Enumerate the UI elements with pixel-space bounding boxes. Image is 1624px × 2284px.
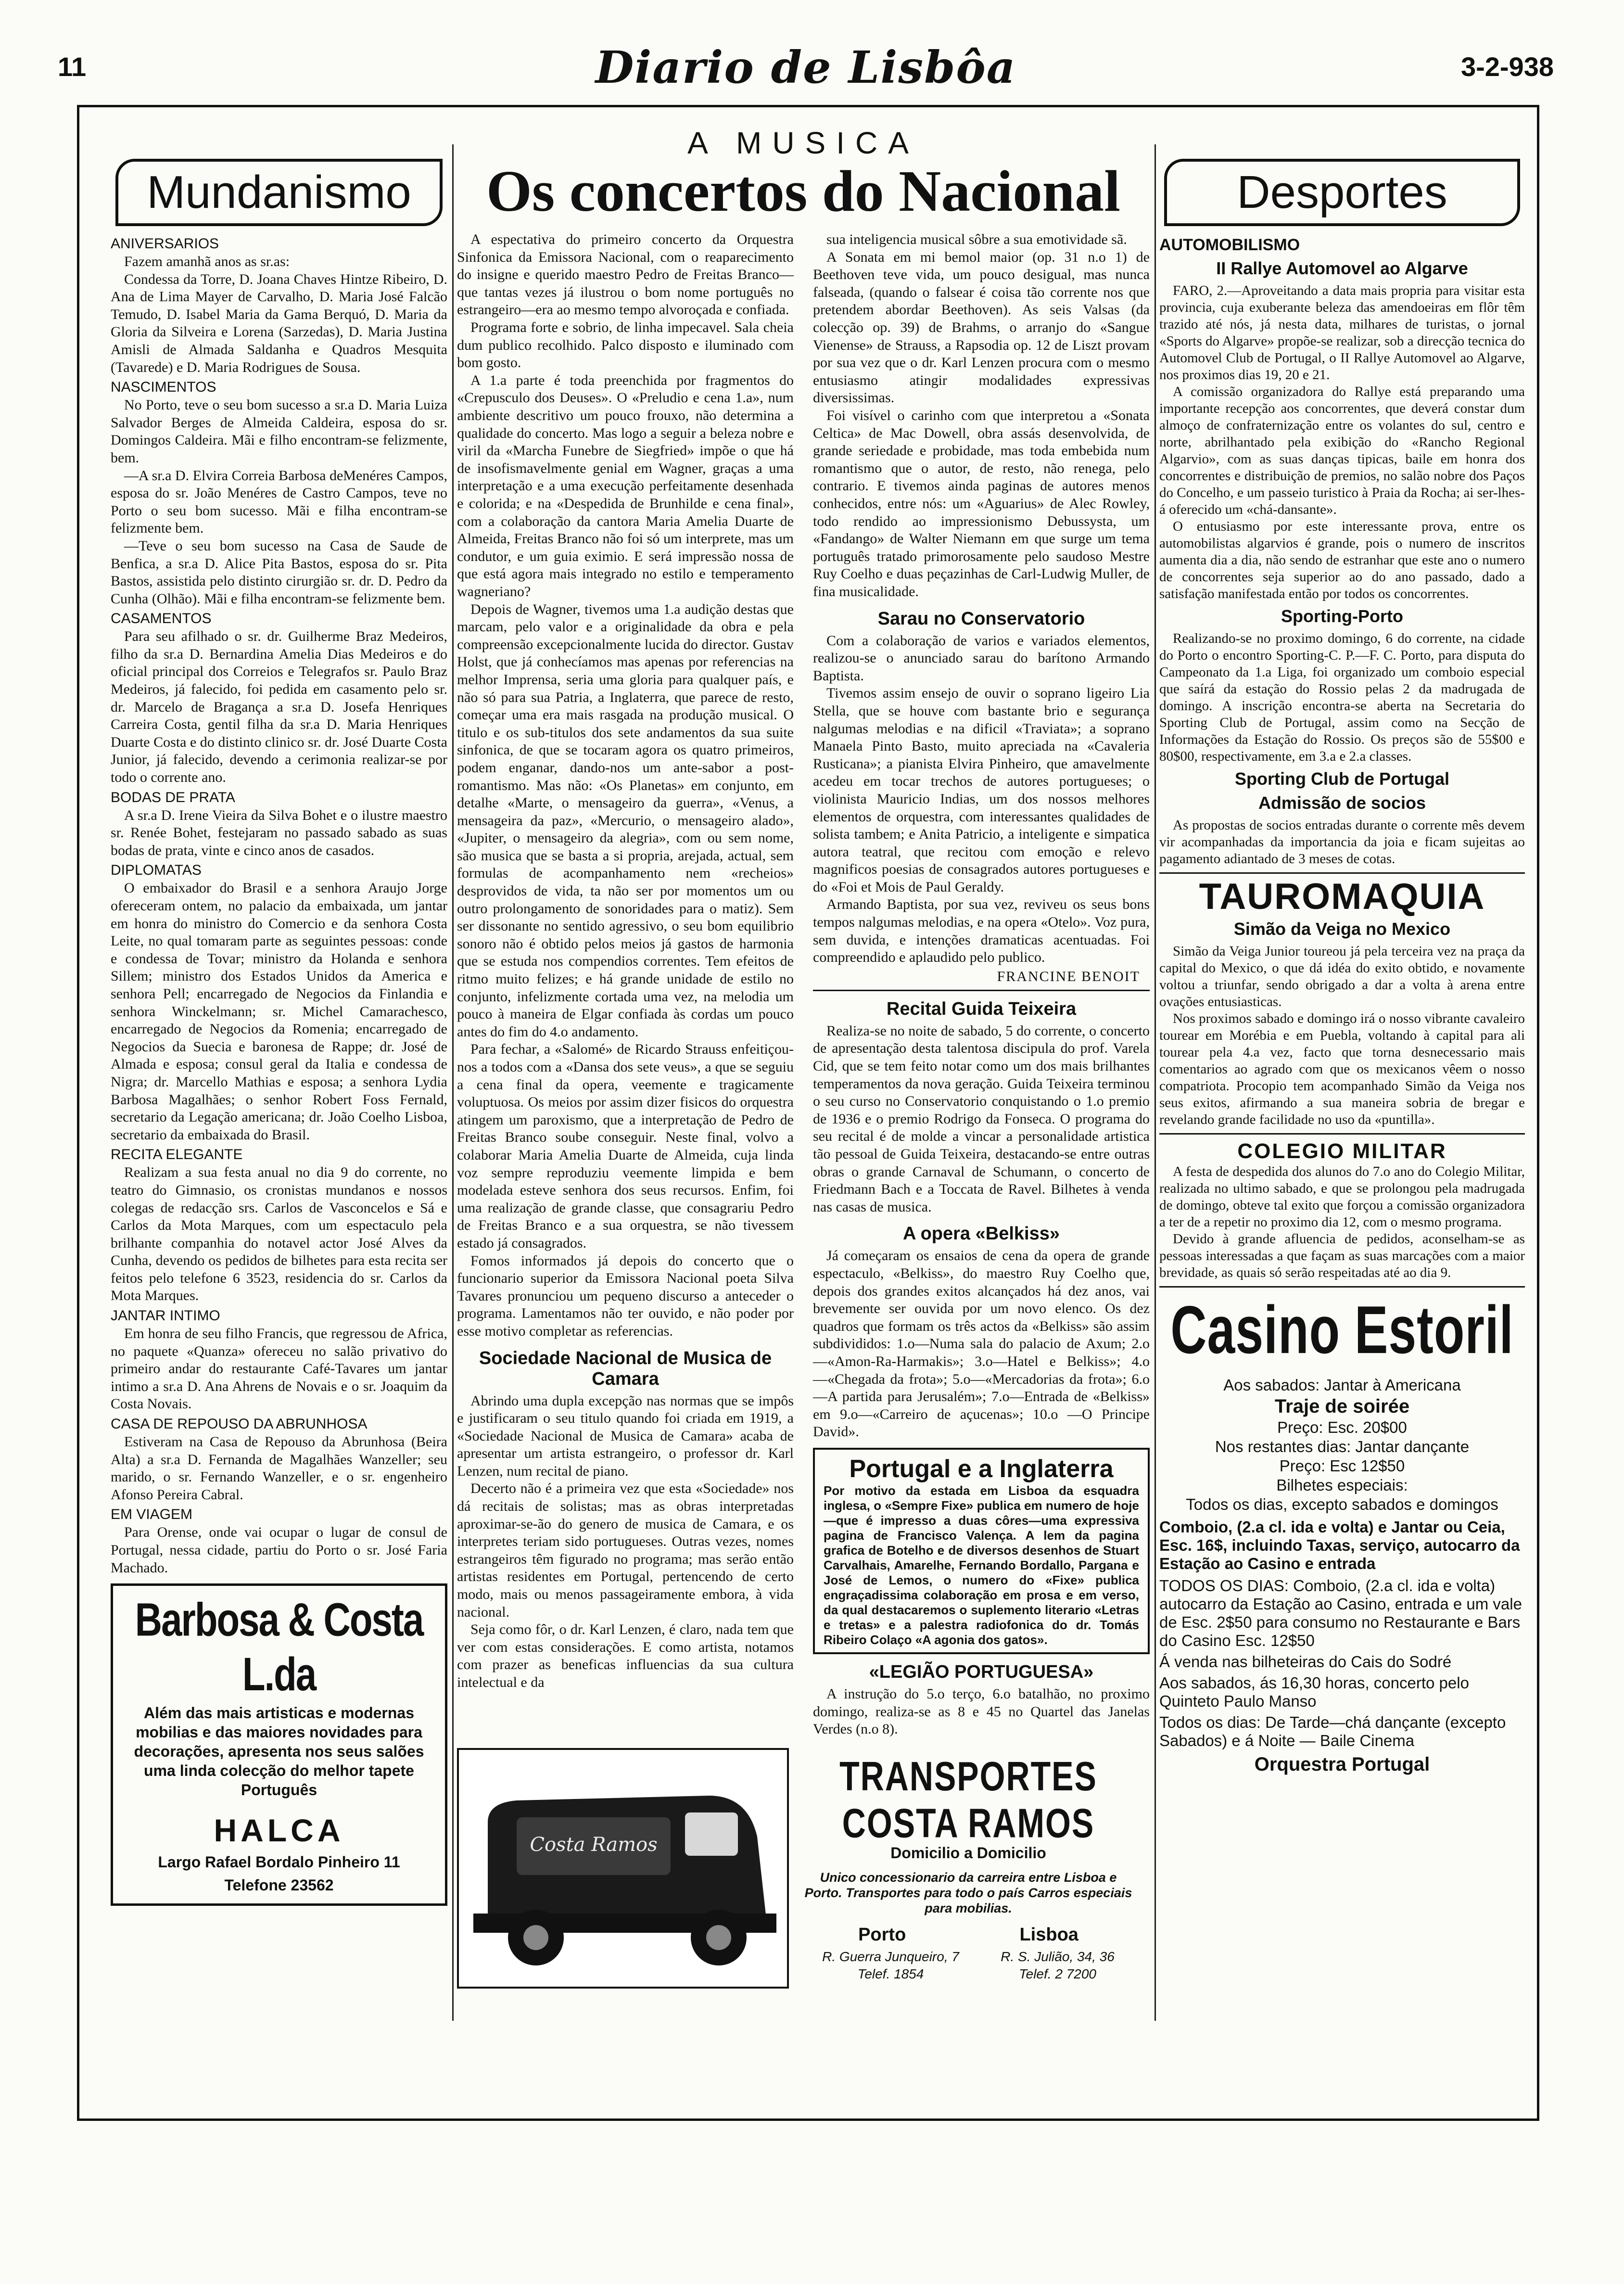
- city-porto: Porto: [858, 1924, 906, 1945]
- truck-illustration: [457, 1748, 789, 1989]
- paragraph: FARO, 2.—Aproveitando a data mais propria para visitar esta provincia, cuja exuberante beleza das amendoeiras em flôr têm trazido até nós, já nesta data, milhares de turistas, o jornal «Sports do Algarve» propõe-se realizar, sob a direcção tecnica do Automovel Club de Portugal, o II Rallye Automovel ao Algarve, nos proximos dias 19, 20 e 21.: [1159, 283, 1525, 383]
- paragraph: Decerto não é a primeira vez que esta «Sociedade» nos dá recitais de solistas; mas as obras interpretadas aproximar-se-ão do genero de musica de Camara, e os interpretes teriam sido portugueses. Outras vezes, nomes estrangeiros têm figurado no programa; mas serão então artistas residentes em Portugal, pertencendo de certo modo, mais ou menos passageiramente embora, à vida nacional.: [457, 1480, 794, 1620]
- paragraph: Para fechar, a «Salomé» de Ricardo Strauss enfeitiçou-nos a todos com a «Dansa dos sete veus», a que se seguiu a cena final da opera, veemente e tragicamente voluptuosa. Os meios por assim dizer fisicos do orquestra atingem um paroxismo, que a interpretação de Pedro de Freitas Branco soube conseguir. Neste final, volvo a colaborar Maria Amelia Duarte de Almeida, cuja linda voz sempre reproduziu veemente limpida e bem modelada esteve senhora dos seus recursos. Enfim, foi uma realização de grande classe, que consagrariu Pedro de Freitas Branco e a sua orquestra, se não tivessem estado já consagrados.: [457, 1041, 794, 1251]
- paragraph: A comissão organizadora do Rallye está preparando uma importante recepção aos concorrentes, que deverá constar dum almoço de confraternização entre os volantes do sul, centro e norte, abrilhantado pela exibição do «Rancho Regional Algarvio», com as suas danças tipicas, baile em honra dos concorrentes e distribuição de premios, no salão nobre dos Paços do Concelho, e um passeio turistico à Praia da Rocha; ai ser-lhes-á oferecido um «chá-dansante».: [1159, 384, 1525, 517]
- news-heading: EM VIAGEM: [111, 1506, 193, 1523]
- tauromaquia-heading: TAUROMAQUIA: [1199, 876, 1485, 917]
- masthead: [58, 41, 1554, 99]
- paragraph: A sr.a D. Irene Vieira da Silva Bohet e o ilustre maestro sr. Renée Bohet, festejaram no passado sabado as suas bodas de prata, vinte e cinco anos de casados.: [111, 807, 447, 858]
- phone-porto: Telef. 1854: [857, 1966, 924, 1981]
- subheadline: Recital Guida Teixeira: [886, 998, 1077, 1019]
- sport-subheading: II Rallye Automovel ao Algarve: [1216, 258, 1468, 278]
- barbosa-costa-ad: [111, 1583, 447, 1906]
- address-lisboa: R. S. Julião, 34, 36: [1001, 1949, 1115, 1964]
- paragraph: A 1.a parte é toda preenchida por fragmentos do «Crepusculo dos Deuses». O «Preludio e cena 1.a», num ambiente descritivo um pouco frouxo, não determina a qualidade do concerto. Mas logo a seguir a beleza nobre e viril da «Marcha Funebre de Siegfried» impõe o que há de insofismavelmente genial em Wagner, graças a uma interpretação e a uma execução perfeitamente desenhada e colorida; e na «Despedida de Brunhilde e cena final», com a colaboração da cantora Maria Amelia Duarte de Almeida, Freitas Branco não foi só um interprete, mas um condutor, e um guia eximio. E será impressão nossa de que está agora mais integrado no estilo e temperamento wagneriano?: [457, 372, 794, 600]
- sport-heading: AUTOMOBILISMO: [1159, 236, 1300, 254]
- ad-line: Preço: Esc 12$50: [1279, 1457, 1405, 1475]
- ad-address: Largo Rafael Bordalo Pinheiro 11: [158, 1853, 400, 1871]
- paragraph: Foi visível o carinho com que interpretou a «Sonata Celtica» de Mac Dowell, obra assás desenvolvida, de grande seriedade e probidade, mas toda embebida num romantismo que o autor, de resto, não renega, pelo contrario. E tivemos ainda paginas de autores menos conhecidos, entre nós: um «Aguarius» de Alec Rowley, todo rendido ao impressionismo Debussysta, um «Fandango» de Walter Niemann em que surge um tema português tratado primorosamente pelo saudoso Mestre Ruy Coelho e duas peçazinhas de Carl-Ludwig Muller, de fina musicalidade.: [813, 408, 1150, 600]
- ad-phone: Telefone 23562: [224, 1876, 334, 1894]
- news-heading: DIPLOMATAS: [111, 862, 202, 879]
- society-news: [111, 236, 447, 1577]
- ad-headline: Portugal e a Inglaterra: [849, 1455, 1114, 1483]
- paragraph: —Teve o seu bom sucesso na Casa de Saude de Benfica, a sr.a D. Alice Pita Bastos, esposa do sr. Pita Bastos, assistida pelo distinto cirurgião sr. dr. D. Pedro da Cunha (Olhão). Mãi e filha encontram-se felizmente bem.: [111, 537, 447, 607]
- ad-brand: HALCA: [214, 1812, 344, 1849]
- ad-body: Além das mais artisticas e modernas mobilias e das maiores novidades para decorações, apresenta nos seus salões uma linda colecção do melhor tapete Português: [134, 1704, 424, 1799]
- paragraph: Depois de Wagner, tivemos uma 1.a audição destas que marcam, pelo valor e a originalidade da obra e pela compreensão excepcionalmente lucida do director. Gustav Holst, que já conhecíamos mas apenas por referencias na melhor Imprensa, seria uma gloria para qualquer país, e não só para sua Patria, a Inglaterra, que parece de resto, começar uma era mais rasgada na produção musical. O titulo e os sub-titulos dos sete andamentos da sua suite sinfonica, de que se tocaram agora os quatro primeiros, podem enganar, dando-nos um ante-sabor a post-romantismo. Mas não: «Os Planetas» em conjunto, em detalhe «Marte, o mensageiro da guerra», «Venus, a mensageira da paz», «Mercurio, o mensageiro alado», «Jupiter, o mensageiro da alegria», com ou sem nome, são musica que se basta a si propria, arejada, actual, sem formulas de acompanhamento nem «recheios» desprovidos de vida, ta não ser por momentos um ou outro prolongamento de sonoridades para o matiz). Sem ser dissonante no sentido agressivo, o seu bom equilibrio sonoro não é obtido pelos meios já gastos de harmonia que se estuda nos compendios correntes. Tem efeitos de ritmo muito felizes; e há grande unidade de estilo no conjunto, infelizmente cortada uma vez, na melodia um pouco à maneira de Elgar confiada às cordas um pouco antes do fim do 4.o andamento.: [457, 601, 794, 1040]
- ad-line: Todos os dias: De Tarde—chá dançante (excepto Sabados) e á Noite — Baile Cinema: [1159, 1713, 1506, 1749]
- paragraph: Abrindo uma dupla excepção nas normas que se impôs e justificaram o seu titulo quando foi criada em 1919, a «Sociedade Nacional de Musica de Camara» acaba de apresentar um artista estrangeiro, o professor dr. Karl Lenzen, num recital de piano.: [457, 1392, 794, 1479]
- ad-company-name: Barbosa & Costa L.da: [135, 1593, 423, 1701]
- sport-subheading: Admissão de socios: [1258, 793, 1426, 813]
- ad-tagline: Domicilio a Domicilio: [890, 1844, 1046, 1862]
- news-heading: NASCIMENTOS: [111, 379, 216, 396]
- portugal-inglaterra-ad: [813, 1448, 1150, 1654]
- news-heading: JANTAR INTIMO: [111, 1308, 220, 1324]
- paragraph: Realiza-se no noite de sabado, 5 do corrente, o concerto de apresentação desta talentosa discipula do prof. Varela Cid, que se tem feito notar como um dos mais brilhantes temperamentos da nova geração. Guida Teixeira terminou o seu curso no Conservatorio conquistando o 1.o premio de 1936 e o premio Rodrigo da Fonseca. O programa do seu recital é de molde a vincar a personalidade artistica tão pessoal de Guida Teixeira, destacando-se entre outras obras o grande Carnaval de Schumann, o concerto de Friedmann Bach e a Toccata de Ravel. Bilhetes à venda nas casas de musica.: [813, 1022, 1150, 1215]
- sport-subheading: Sporting-Porto: [1281, 606, 1403, 626]
- truck-icon: [459, 1750, 787, 1987]
- city-lisboa: Lisboa: [1019, 1924, 1078, 1945]
- paragraph: —A sr.a D. Elvira Correia Barbosa deMenéres Campos, esposa do sr. João Menéres de Castro Campos, teve no Porto o seu bom sucesso. Mãi e filha encontram-se felizmente bem.: [111, 467, 447, 536]
- paragraph: O embaixador do Brasil e a senhora Araujo Jorge ofereceram ontem, no palacio da embaixada, um jantar em honra do ministro do Comercio e da senhora Costa Leite, no qual tomaram parte as seguintes pessoas: conde e condessa de Tovar; ministro da Holanda e senhora Sillem; ministro dos Estados Unidos da America e senhora Pell; encarregado de Negocios da Finlandia e senhora Winckelmann; sr. Michel Camarachesco, encarregado de Negocios da Romenia; encarregado de Negocios da Suecia e baronesa de Rappe; dr. José de Almada e esposa; consul geral da Italia e condessa de Nigra; dr. Marcello Mathias e esposa; a senhora Lydia Barbosa Magalhães; o senhor Robert Foss Fernald, secretario da Legação americana; dr. João Coelho Lisboa, secretario da embaixada do Brasil.: [111, 880, 447, 1143]
- divider: [1159, 1133, 1525, 1135]
- paragraph: Condessa da Torre, D. Joana Chaves Hintze Ribeiro, D. Ana de Lima Mayer de Carvalho, D. Maria José Falcão Temudo, D. Isabel Maria da Gama Berquó, D. Maria da Gloria da Silveira e Lorena (Sarzedas), D. Maria Justina Amisli de Almada Saldanha e Quadros Mesquita (Tavarede) e D. Maria Rodrigues de Sousa.: [111, 271, 447, 375]
- page-number: 11: [58, 51, 87, 82]
- ad-line: Á venda nas bilheteiras do Cais do Sodré: [1159, 1653, 1452, 1671]
- paragraph: No Porto, teve o seu bom sucesso a sr.a D. Maria Luiza Salvador Berges de Almeida Caldeira, esposa do sr. Domingos Caldeira. Mãi e filho encontram-se felizmente, bem.: [111, 397, 447, 466]
- ad-line: Nos restantes dias: Jantar dançante: [1215, 1438, 1470, 1455]
- paragraph: Devido à grande afluencia de pedidos, aconselham-se as pessoas interessadas a que façam as suas marcações com a maior brevidade, as quais só serão respeitadas até ao dia 9.: [1159, 1231, 1525, 1280]
- desportes-column: [1159, 115, 1525, 2112]
- paragraph: A festa de despedida dos alunos do 7.o ano do Colegio Militar, realizada no ultimo sabado, e que se prolongou pela madrugada de domingo, obteve tal exito que forçou a comissão organizadora a ter de a repetir no proximo dia 12, com o mesmo programa.: [1159, 1164, 1525, 1230]
- ad-company-name: Casino Estoril: [1170, 1292, 1514, 1368]
- section-title: Desportes: [1164, 159, 1520, 226]
- paragraph: Programa forte e sobrio, de linha impecavel. Sala cheia dum publico recolhido. Palco disposto e iluminado com bom gosto.: [457, 319, 794, 371]
- issue-date: 3-2-938: [1460, 51, 1554, 82]
- paragraph: Tivemos assim ensejo de ouvir o soprano ligeiro Lia Stella, que se houve com bastante brio e segurança nalgumas melodias e na dificil «Traviata»; a soprano Manaela Pinto Basto, muito apreciada na «Cavaleria Rusticana»; a pianista Elvira Pinheiro, que amavelmente acedeu em tocar trechos de autores portugueses; o violinista Mauricio Indias, um dos nossos melhores elementos de orquestra, com interessantes qualidades de solista tambem; e Anita Patricio, a inteligente e simpatica autora teatral, que recitou com emoção e relevo magnificos poesias de consagrados autores portugueses e do «Foi et Mois de Paul Geraldy.: [813, 685, 1150, 895]
- paragraph: Simão da Veiga Junior toureou já pela terceira vez na praça da capital do Mexico, o que dá idéa do exito obtido, e novamente voltou a triunfar, sendo obrigado a dar a volta à arena entre ovações entusiasticas.: [1159, 944, 1525, 1009]
- mundanismo-column: [111, 115, 447, 1982]
- paragraph: Armando Baptista, por sua vez, reviveu os seus bons tempos nalgumas melodias, e na opera «Otelo». Voz pura, sem duvida, e intenções dramaticas acentuadas. Foi compreendido e aplaudido pelo publico.: [813, 896, 1150, 966]
- paragraph: Realizam a sua festa anual no dia 9 do corrente, no teatro do Gimnasio, os cronistas mundanos e nossos colegas de redacção srs. Carlos de Vasconcelos e Sá e Carlos da Mota Marques, com um espectaculo pela brilhante companhia do notavel actor José Alves da Cunha, devendo os pedidos de bilhetes para esta recita ser feitos pelo telefone 6 3523, residencia do sr. Carlos da Mota Marques.: [111, 1164, 447, 1304]
- paragraph: sua inteligencia musical sôbre a sua emotividade sã.: [826, 231, 1127, 248]
- paragraph: Fomos informados já depois do concerto que o funcionario superior da Emissora Nacional poeta Silva Tavares pronunciou um pequeno discurso a anteceder o programa. Lamentamos não ter ouvido, e não poder por esse motivo completar as referencias.: [457, 1252, 794, 1339]
- column-rule: [452, 144, 454, 2021]
- music-column: [457, 115, 1150, 2112]
- ad-line: Comboio, (2.a cl. ida e volta) e Jantar ou Ceia, Esc. 16$, incluindo Taxas, serviço, autocarro da Estação ao Casino e entrada: [1159, 1518, 1520, 1572]
- subheadline: «LEGIÃO PORTUGUESA»: [869, 1661, 1094, 1682]
- paper-name: Diario de Lisbôa: [595, 41, 1016, 93]
- news-heading: CASAMENTOS: [111, 611, 212, 627]
- paragraph: Fazem amanhã anos as sr.as:: [124, 254, 290, 269]
- paragraph: Em honra de seu filho Francis, que regressou de Africa, no paquete «Quanza» ofereceu no salão privativo do primeiro andar do restaurante Café-Tavares um jantar intimo a sr.a D. Ana Ahrens de Novais e o sr. Joaquim da Costa Novais.: [111, 1326, 447, 1412]
- news-heading: RECITA ELEGANTE: [111, 1147, 243, 1163]
- paragraph: A instrução do 5.o terço, 6.o batalhão, no proximo domingo, realiza-se as 8 e 45 no Quartel das Janelas Verdes (n.o 8).: [813, 1685, 1150, 1737]
- phone-lisboa: Telef. 2 7200: [1019, 1966, 1096, 1981]
- news-heading: ANIVERSARIOS: [111, 236, 219, 252]
- transportes-costa-ramos-ad: [457, 1748, 1150, 1989]
- news-heading: BODAS DE PRATA: [111, 789, 235, 805]
- ad-line: Todos os dias, excepto sabados e domingos: [1186, 1495, 1498, 1513]
- news-heading: CASA DE REPOUSO DA ABRUNHOSA: [111, 1416, 368, 1432]
- byline: FRANCINE BENOIT: [997, 968, 1140, 984]
- paragraph: A Sonata em mi bemol maior (op. 31 n.o 1) de Beethoven teve vida, um pouco desigual, mas nunca falseada, (quando o falsear é coisa tão corrente nos que pretendem abordar Beethoven). As seis Valsas (da colecção op. 39) de Brahms, o arranjo do «Sangue Vienense» de Strauss, a Rapsodia op. 12 de Liszt provam por sua vez que o dr. Karl Lenzen procura com o mesmo entusiasmo atingir modalidades expressivas diversissimas.: [813, 249, 1150, 406]
- paragraph: Para Orense, onde vai ocupar o lugar de consul de Portugal, nessa cidade, partiu do Porto o sr. José Faria Machado.: [111, 1524, 447, 1576]
- ad-body: Por motivo da estada em Lisboa da esquadra inglesa, o «Sempre Fixe» publica em numero de hoje—que é impresso a duas côres—uma expressiva pagina de Francisco Valença. A lem da pagina grafica de Botelho e de diversos desenhos de Stuart Carvalhais, Amarelhe, Fernando Bordallo, Pargana e José de Lemos, o numero do «Fixe» publica engraçadissima colaboração em prosa e em verso, da qual destacaremos o suplemento literario «Letras e tretas» e a palestra radiofonica do dr. Tomás Ribeiro Colaço «A agonia dos gatos».: [824, 1483, 1139, 1647]
- ad-company-name: TRANSPORTES COSTA RAMOS: [839, 1753, 1097, 1846]
- paragraph: Realizando-se no proximo domingo, 6 do corrente, na cidade do Porto o encontro Sporting-C. P.—F. C. Porto, para disputa do Campeonato da 1.a Liga, foi organizado um comboio especial que saírá da estação do Rossio pelas 2 da madrugada de domingo. A inscrição encontra-se aberta na Secretaria do Sporting Club de Portugal, assim como na Secção de Informações da Estação do Rossio. Os preços são de 55$00 e 80$00, respectivamente, em 3.a e 2.a classes.: [1159, 631, 1525, 764]
- ad-line: Aos sabados, ás 16,30 horas, concerto pelo Quinteto Paulo Manso: [1159, 1674, 1469, 1710]
- ad-line: Traje de soirée: [1274, 1396, 1410, 1417]
- paragraph: Para seu afilhado o sr. dr. Guilherme Braz Medeiros, filho da sr.a D. Bernardina Amelia Dias Medeiros e do oficial principal dos Correios e Telegrafos sr. Paulo Braz Medeiros, já falecido, foi pedida em casamento pelo sr. dr. Marcelo de Bragança a sr.a D. Josefa Henriques Carreira Costa, gentil filha da sr.a D. Maria Henriques Duarte Costa e do distinto clinico sr. dr. José Duarte Costa Junior, já falecido, devendo a cerimonia realizar-se por todo o corrente ano.: [111, 628, 447, 786]
- colegio-heading: COLEGIO MILITAR: [1237, 1139, 1447, 1163]
- article-headline: Os concertos do Nacional: [486, 159, 1121, 224]
- paragraph: A espectativa do primeiro concerto da Orquestra Sinfonica da Emissora Nacional, com o reaparecimento do insigne e querido maestro Pedro de Freitas Branco—que tantas vezes já ilustrou o bom nome português no estrangeiro—era ao mesmo tempo alvoroçada e confiada.: [457, 231, 794, 318]
- ad-line: Orquestra Portugal: [1254, 1754, 1430, 1775]
- ad-line: Bilhetes especiais:: [1276, 1476, 1408, 1494]
- divider: [1159, 872, 1525, 874]
- paragraph: Com a colaboração de varios e variados elementos, realizou-se o anunciado sarau do barítono Armando Baptista.: [813, 632, 1150, 684]
- music-subcolumn-2: [813, 231, 1150, 1738]
- paragraph: As propostas de socios entradas durante o corrente mês devem vir acompanhadas da importancia da joia e ficam sujeitas ao pagamento adiantado de 3 meses de cotas.: [1159, 817, 1525, 867]
- ad-line: TODOS OS DIAS: Comboio, (2.a cl. ida e volta) autocarro da Estação ao Casino, entrada e um vale de Esc. 2$50 para consumo no Restaurante e Bars do Casino Esc. 12$50: [1159, 1577, 1522, 1649]
- ad-line: Aos sabados: Jantar à Americana: [1223, 1376, 1461, 1394]
- paragraph: Nos proximos sabado e domingo irá o nosso vibrante cavaleiro tourear em Morébia e em Puebla, voltando à capital para ali tourear pela 4.a vez, facto que torna desnecessario mais comentarios ao agrado com que os mexicanos vêem o nosso compatriota. Procopio tem acompanhado Simão da Veiga nos seus exitos, afirmando a sua maneira sobria de bregar e revelando grande facilidade no uso da «puntilla».: [1159, 1011, 1525, 1127]
- subheadline: A opera «Belkiss»: [903, 1224, 1060, 1244]
- truck-label: Costa Ramos: [530, 1833, 658, 1856]
- divider: [1159, 1286, 1525, 1288]
- section-kicker: A MUSICA: [687, 126, 919, 160]
- subheadline: Sarau no Conservatorio: [877, 608, 1085, 629]
- paragraph: Seja como fôr, o dr. Karl Lenzen, é claro, nada tem que ver com estas considerações. E como artista, notamos com prazer as beneficas influencias da sua cultura intelectual e da: [457, 1621, 794, 1690]
- ad-line: Preço: Esc. 20$00: [1277, 1418, 1407, 1436]
- casino-estoril-ad: [1159, 1292, 1525, 1776]
- music-subcolumn-1: [457, 231, 794, 1738]
- paragraph: O entusiasmo por este interessante prova, entre os automobilistas algarvios é grande, pois o numero de inscritos aumenta dia a dia, não sendo de estranhar que este ano o numero de concorrentes seja superior ao do ano passado, dado a satisfação manifestada então por todos os concorrentes.: [1159, 519, 1525, 601]
- paragraph: Já começaram os ensaios de cena da opera de grande espectaculo, «Belkiss», do maestro Ruy Coelho que, depois dos grandes exitos alcançados há dez anos, vai brevemente ser ouvida por um novo elenco. Os dez quadros que formam os três actos da «Belkiss» são assim subdivididos: 1.o—Numa sala do palacio de Axum; 2.o—«Amon-Ra-Harmakis»; 3.o—Hatel e Belkiss»; 4.o—«Chegada da frota»; 5.o—«Mercadorias da frota»; 6.o—A partida para Jerusalém»; 7.o—Entrada de «Belkiss» em 9.o—«Carreiro de açucenas»; 10.o —O Principe David».: [813, 1248, 1150, 1440]
- section-title: Mundanismo: [115, 159, 443, 226]
- divider: [813, 990, 1150, 991]
- sport-subheading: Simão da Veiga no Mexico: [1233, 919, 1451, 939]
- sport-subheading: Sporting Club de Portugal: [1235, 769, 1449, 789]
- address-porto: R. Guerra Junqueiro, 7: [822, 1949, 959, 1964]
- ad-body: Unico concessionario da carreira entre Lisboa e Porto. Transportes para todo o país Carros especiais para mobilias.: [804, 1870, 1132, 1915]
- subheadline: Sociedade Nacional de Musica de Camara: [479, 1348, 772, 1389]
- paragraph: Estiveram na Casa de Repouso da Abrunhosa (Beira Alta) a sr.a D. Fernanda de Magalhães Wanzeller; seu marido, o sr. Fernando Wanzeller, e o sr. engenheiro Afonso Pereira Cabral.: [111, 1434, 447, 1503]
- column-rule: [1155, 144, 1156, 2021]
